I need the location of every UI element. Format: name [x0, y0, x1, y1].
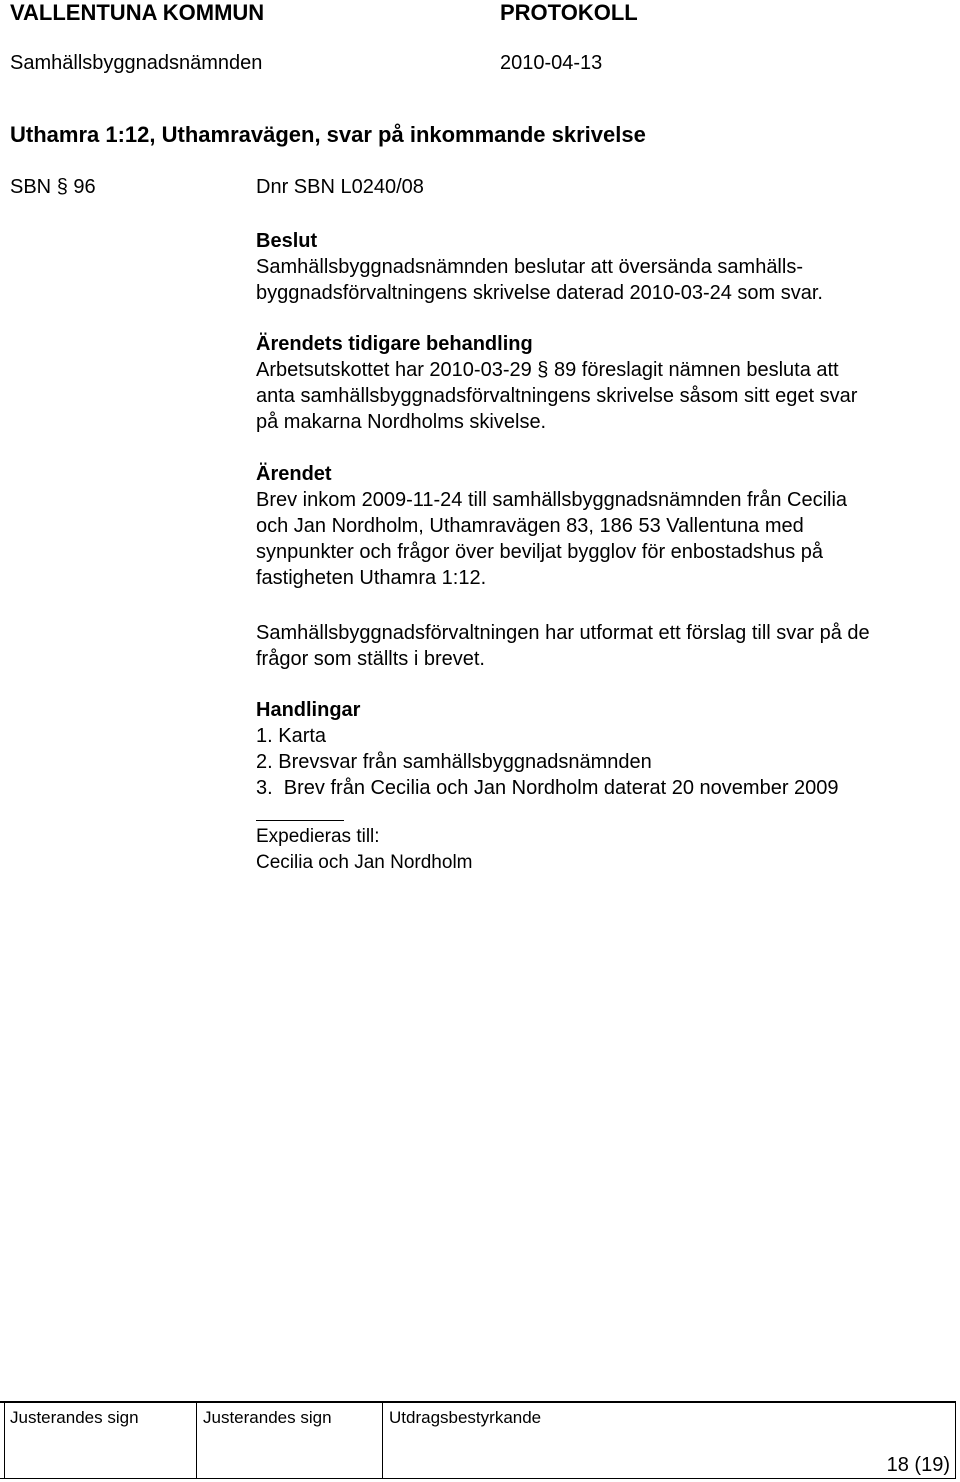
page-number: 18 (19)	[886, 1454, 950, 1476]
previous-handling-line	[256, 357, 956, 383]
previous-handling-text-a: Arbetsutskottet har 2010-03-29	[256, 359, 532, 381]
signature-footer	[0, 1401, 960, 1482]
paragraph-sign: §	[537, 359, 549, 381]
section-label: SBN	[10, 176, 52, 198]
matter-line: synpunkter och frågor över beviljat bygglov för enbostadshus på	[256, 541, 824, 563]
page-title: Uthamra 1:12, Uthamravägen, svar på inkommande skrivelse	[10, 122, 646, 147]
document-item: 1. Karta	[256, 725, 327, 747]
signature-box-2-label: Justerandes sign	[203, 1408, 332, 1427]
case-number: Dnr SBN L0240/08	[256, 176, 424, 198]
footer-divider	[955, 1403, 956, 1479]
distribution-label: Expedieras till:	[256, 826, 380, 847]
documents-heading: Handlingar	[256, 699, 361, 721]
previous-handling-line: anta samhällsbyggnadsförvaltningens skrivelse såsom sitt eget svar	[256, 385, 858, 407]
paragraph-number: 96	[73, 176, 96, 198]
board-name: Samhällsbyggnadsnämnden	[10, 52, 263, 74]
matter-section	[256, 461, 956, 591]
footer-bottom-rule	[0, 1478, 956, 1479]
meeting-date: 2010-04-13	[500, 52, 603, 74]
decision-line: byggnadsförvaltningens skrivelse daterad 2010-03-24 som svar.	[256, 282, 823, 304]
footer-divider	[4, 1403, 5, 1479]
matter-line: Brev inkom 2009-11-24 till samhällsbyggnadsnämnden från Cecilia	[256, 489, 848, 511]
document-item: 2. Brevsvar från samhällsbyggnadsnämnden	[256, 751, 652, 773]
decision-section	[256, 228, 956, 306]
municipality-name: VALLENTUNA KOMMUN	[10, 0, 265, 25]
matter-heading: Ärendet	[256, 463, 332, 485]
previous-handling-line: på makarna Nordholms skivelse.	[256, 411, 547, 433]
documents-section	[256, 697, 956, 801]
paragraph-sign: §	[56, 176, 68, 198]
previous-handling-heading: Ärendets tidigare behandling	[256, 333, 533, 355]
footer-divider	[382, 1403, 383, 1479]
paragraph-reference	[10, 176, 96, 199]
distribution-recipient: Cecilia och Jan Nordholm	[256, 852, 473, 873]
distribution-section	[256, 824, 473, 876]
matter-line: Samhällsbyggnadsförvaltningen har utformat ett förslag till svar på de	[256, 622, 870, 644]
matter-line: fastigheten Uthamra 1:12.	[256, 567, 487, 589]
matter-paragraph-2	[256, 620, 956, 672]
matter-line: frågor som ställts i brevet.	[256, 648, 485, 670]
extract-certification-label: Utdragsbestyrkande	[389, 1408, 542, 1427]
footer-top-rule	[0, 1401, 956, 1403]
decision-heading: Beslut	[256, 230, 318, 252]
signature-box-1-label: Justerandes sign	[10, 1408, 139, 1427]
separator-line	[256, 820, 344, 821]
previous-handling-section	[256, 331, 956, 435]
document-item: 3. Brev från Cecilia och Jan Nordholm daterat 20 november 2009	[256, 777, 839, 799]
footer-divider	[196, 1403, 197, 1479]
previous-handling-text-b: 89 föreslagit nämnen besluta att	[553, 359, 839, 381]
document-type: PROTOKOLL	[500, 0, 638, 25]
decision-line: Samhällsbyggnadsnämnden beslutar att översända samhälls-	[256, 256, 803, 278]
matter-line: och Jan Nordholm, Uthamravägen 83, 186 53 Vallentuna med	[256, 515, 804, 537]
